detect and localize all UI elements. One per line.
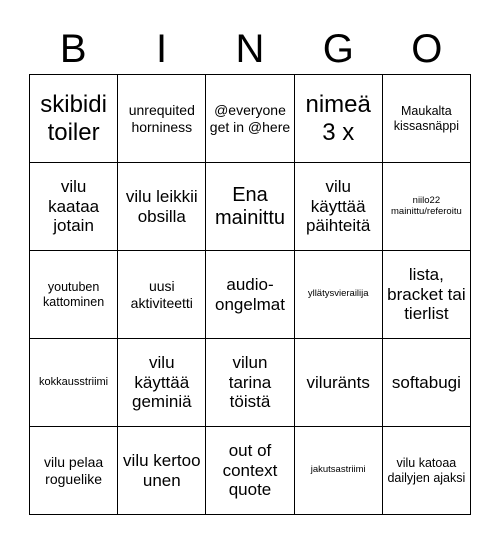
bingo-cell[interactable]: Maukalta kissasnäppi	[383, 75, 471, 163]
bingo-cell[interactable]: vilu kertoo unen	[118, 427, 206, 515]
bingo-cell[interactable]: @everyone get in @here	[206, 75, 294, 163]
bingo-cell[interactable]: vilu kaataa jotain	[30, 163, 118, 251]
bingo-cell[interactable]: youtuben kattominen	[30, 251, 118, 339]
bingo-cell[interactable]: unrequited horniness	[118, 75, 206, 163]
bingo-cell[interactable]: kokkausstriimi	[30, 339, 118, 427]
header-letter-i: I	[156, 27, 168, 71]
bingo-cell[interactable]: vilu leikkii obsilla	[118, 163, 206, 251]
bingo-cell[interactable]: jakutsastriimi	[295, 427, 383, 515]
bingo-board	[29, 74, 471, 515]
bingo-cell[interactable]: vilu katoaa dailyjen ajaksi	[383, 427, 471, 515]
bingo-header	[29, 24, 471, 74]
bingo-cell[interactable]: vilun tarina töistä	[206, 339, 294, 427]
bingo-cell[interactable]: skibidi toiler	[30, 75, 118, 163]
bingo-cell[interactable]: uusi aktiviteetti	[118, 251, 206, 339]
bingo-cell[interactable]: out of context quote	[206, 427, 294, 515]
bingo-cell[interactable]: vilu käyttää geminiä	[118, 339, 206, 427]
bingo-cell[interactable]: vilu pelaa roguelike	[30, 427, 118, 515]
header-letter-g: G	[322, 27, 354, 71]
bingo-cell[interactable]: nimeä 3 x	[295, 75, 383, 163]
bingo-cell[interactable]: softabugi	[383, 339, 471, 427]
bingo-cell[interactable]: Ena mainittu	[206, 163, 294, 251]
bingo-cell[interactable]: vilu käyttää päihteitä	[295, 163, 383, 251]
bingo-cell[interactable]: lista, bracket tai tierlist	[383, 251, 471, 339]
header-letter-n: N	[235, 27, 265, 71]
header-letter-b: B	[59, 27, 87, 71]
bingo-cell[interactable]: viluränts	[295, 339, 383, 427]
bingo-cell[interactable]: audio-ongelmat	[206, 251, 294, 339]
header-letter-o: O	[411, 27, 443, 71]
bingo-cell[interactable]: yllätysvierailija	[295, 251, 383, 339]
bingo-cell[interactable]: niilo22 mainittu/referoitu	[383, 163, 471, 251]
